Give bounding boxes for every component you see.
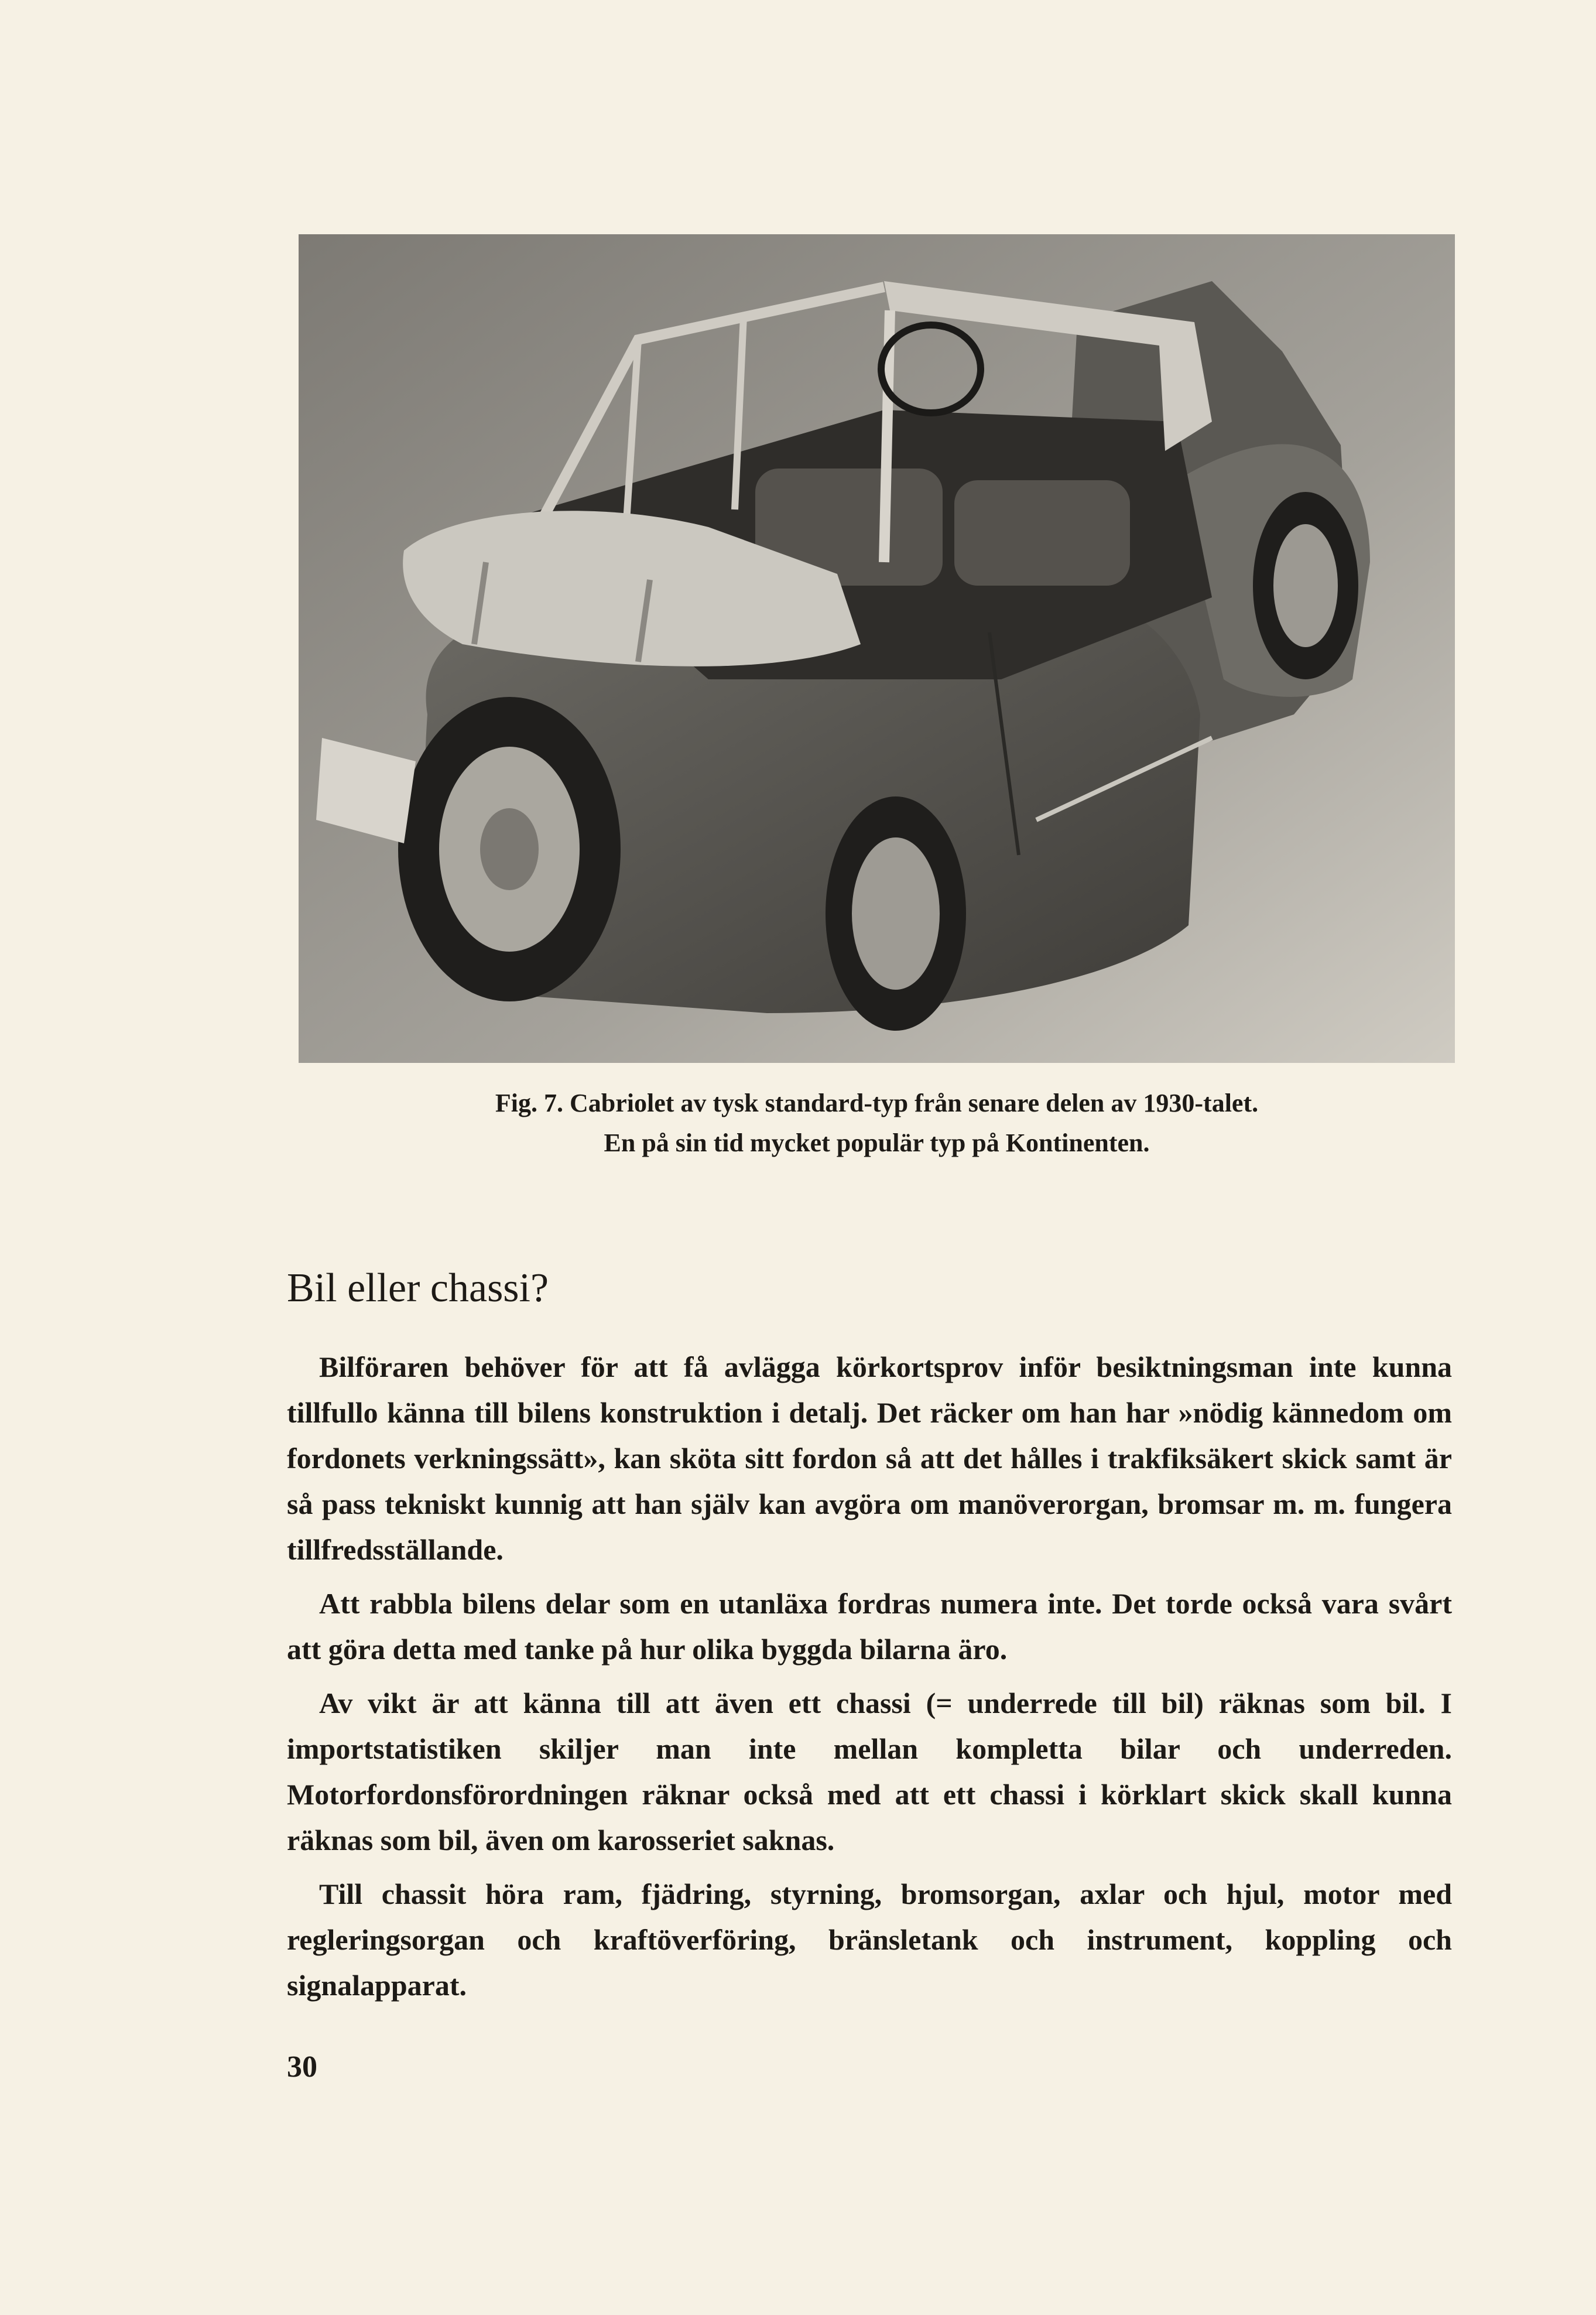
body-text [287,1344,1452,2016]
paragraph: Till chassit höra ram, fjädring, styrning, bromsorgan, axlar och hjul, motor med regleringsorgan och kraftöverföring, bränsletank och instrument, koppling och signalapparat. [287,1878,1452,2002]
paragraph: Bilföraren behöver för att få avlägga körkortsprov inför besiktningsman inte kunna tillfullo känna till bilens konstruktion i detalj. Det räcker om han har »nödig kännedom om fordonets verkningssätt», kan sköta sitt fordon så att det hålles i trakfiksäkert skick samt är så pass tekniskt kunnig att han själv kan avgöra om manöverorgan, bromsar m. m. fungera tillfredsställande. [287,1350,1452,1566]
paragraph: Av vikt är att känna till att även ett chassi (= underrede till bil) räknas som bil. I importstatistiken skiljer man inte mellan kompletta bilar och underreden. Motorfordonsförordningen räknar också med att ett chassi i körklart skick skall kunna räknas som bil, även om karosseriet saknas. [287,1687,1452,1856]
car-photo [299,234,1455,1063]
cabriolet-illustration [299,234,1455,1063]
caption-line-2: En på sin tid mycket populär typ på Kontinenten. [604,1129,1150,1157]
figure-caption [299,1083,1455,1163]
section-heading: Bil eller chassi? [287,1266,549,1311]
paragraph: Att rabbla bilens delar som en utanläxa fordras numera inte. Det torde också vara svårt att göra detta med tanke på hur olika byggda bilarna äro. [287,1587,1452,1666]
caption-line-1: Fig. 7. Cabriolet av tysk standard-typ från senare delen av 1930-talet. [495,1089,1259,1117]
page-number: 30 [287,2050,317,2084]
